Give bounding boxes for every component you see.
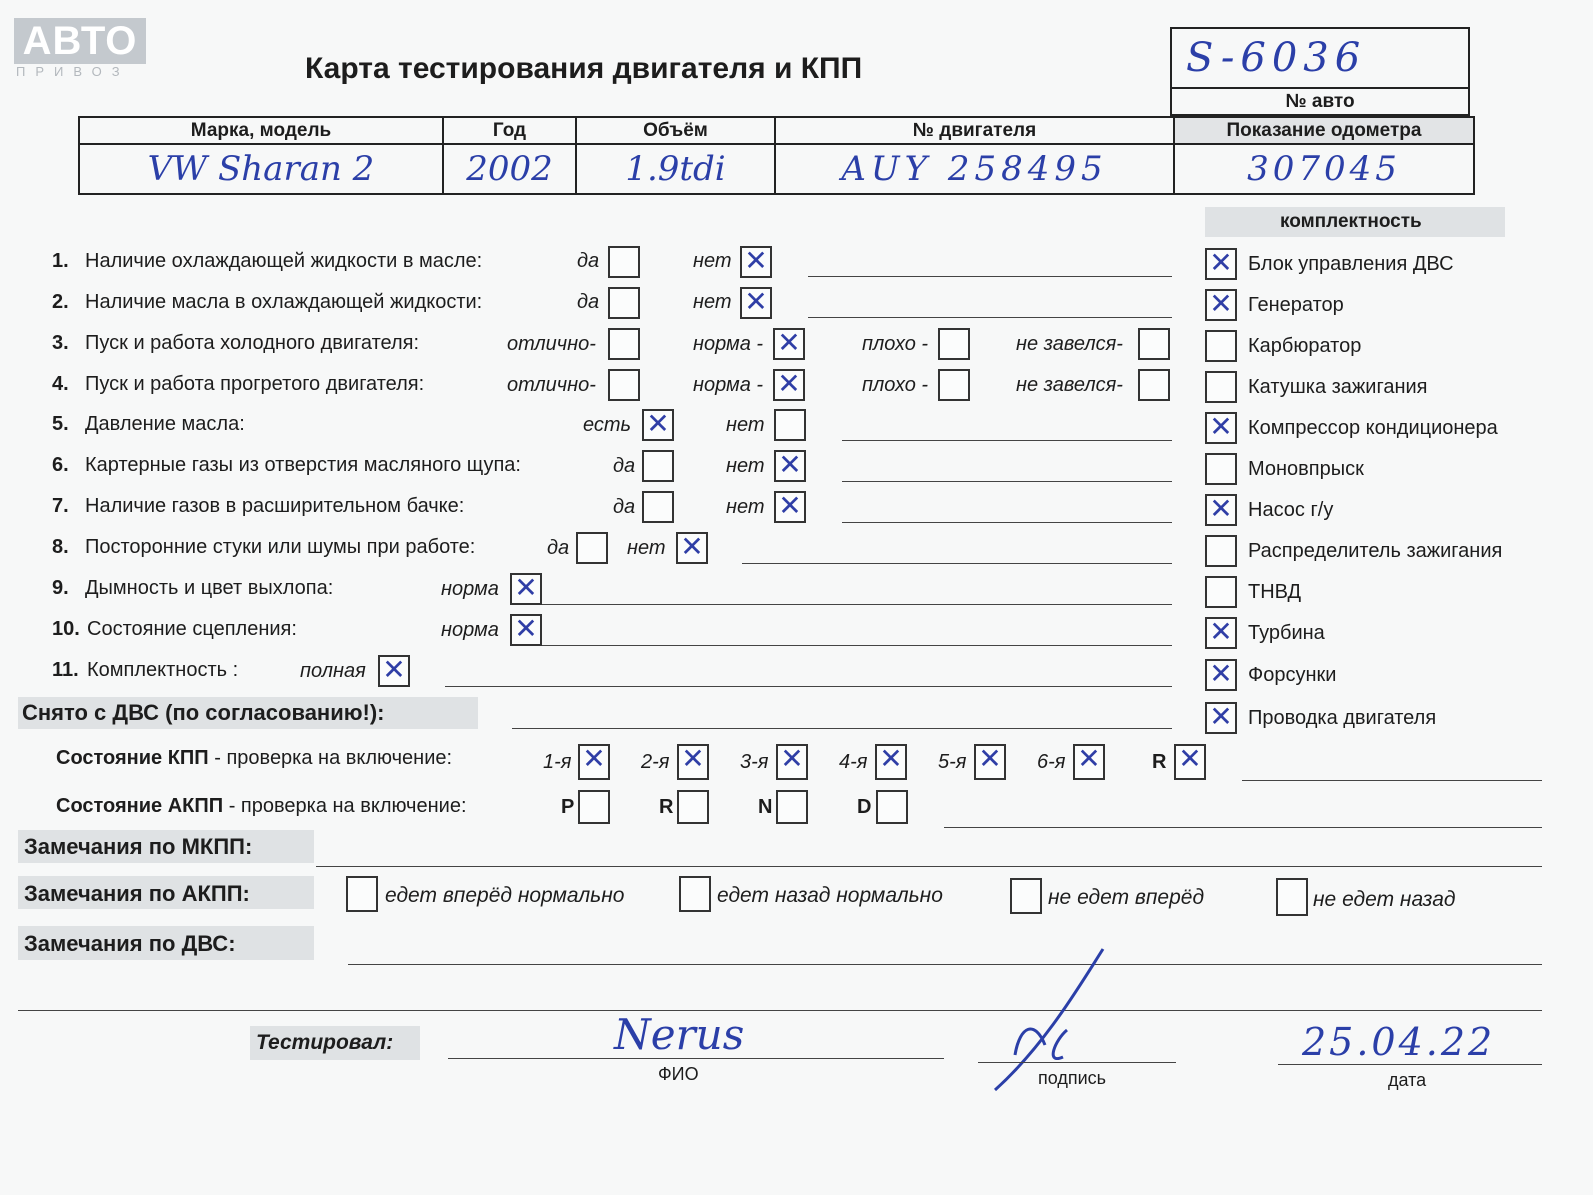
tested-by-label: Тестировал: <box>256 1031 394 1054</box>
option-label: не завелся- <box>1016 374 1123 396</box>
option-label: норма <box>441 619 499 641</box>
option-label: отлично- <box>507 333 596 355</box>
option-label: да <box>577 250 600 272</box>
removed-label: Снято с ДВС (по согласованию!): <box>22 700 385 725</box>
checkmark: ✕ <box>780 742 804 775</box>
checkbox-q2-net[interactable] <box>740 287 772 319</box>
checkbox-q11-full[interactable] <box>378 655 410 687</box>
checkmark: ✕ <box>514 571 538 604</box>
option-label: не завелся- <box>1016 333 1123 355</box>
option-label: нет <box>726 455 765 477</box>
question-text: Давление масла: <box>85 413 245 435</box>
mkpp-remarks-label: Замечания по МКПП: <box>24 834 253 859</box>
komplekt-checkbox[interactable] <box>1205 659 1237 691</box>
question-number: 4. <box>52 373 69 395</box>
option-label: норма - <box>693 374 764 396</box>
komplekt-checkbox[interactable] <box>1205 248 1237 280</box>
checkbox-q5-no[interactable] <box>774 409 806 441</box>
komplekt-checkbox[interactable] <box>1205 702 1237 734</box>
checkbox-gear-1[interactable] <box>578 744 610 780</box>
checkbox-q6-net[interactable] <box>774 450 806 482</box>
checkmark: ✕ <box>681 742 705 775</box>
date-label: дата <box>1388 1070 1427 1090</box>
answer-line <box>542 604 1172 605</box>
checkbox-gear-3[interactable] <box>776 744 808 780</box>
komplekt-item: Проводка двигателя <box>1248 707 1437 729</box>
akpp-option-label: едет назад нормально <box>717 884 943 907</box>
value-year <box>443 144 576 194</box>
kpp-label-rest: - проверка на включение: <box>208 747 453 769</box>
year-value: 2002 <box>466 149 553 189</box>
checkbox-q7-net[interactable] <box>774 491 806 523</box>
fio-label: ФИО <box>658 1064 699 1084</box>
checkbox-q3-nostart[interactable] <box>1138 328 1170 360</box>
option-label: полная <box>300 660 366 682</box>
kpp-label <box>56 747 452 770</box>
checkbox-no-forward[interactable] <box>1010 878 1042 914</box>
option-label: плохо - <box>862 333 929 355</box>
checkmark: ✕ <box>1178 742 1202 775</box>
question-number: 2. <box>52 291 69 313</box>
model-value: VW Sharan 2 <box>147 149 375 189</box>
akpp-label-bold: Состояние АКПП <box>56 795 224 817</box>
komplekt-checkbox[interactable] <box>1205 576 1237 608</box>
checkmark: ✕ <box>879 742 903 775</box>
checkbox-reverse-normal[interactable] <box>679 876 711 912</box>
question-number: 9. <box>52 577 69 599</box>
date-value: 25.04.22 <box>1302 1020 1496 1064</box>
checkbox-gear-4[interactable] <box>875 744 907 780</box>
akpp-option-label: не едет вперёд <box>1048 886 1205 909</box>
auto-number-value: S-6036 <box>1186 35 1367 81</box>
checkmark: ✕ <box>1209 657 1233 690</box>
answer-line <box>842 481 1172 482</box>
option-label: нет <box>693 291 732 313</box>
question-text: Наличие газов в расширительном бачке: <box>85 495 465 517</box>
question-text: Посторонние стуки или шумы при работе: <box>85 536 476 558</box>
option-label: норма <box>441 578 499 600</box>
akpp-gear-label: R <box>659 796 674 818</box>
column-year: Год <box>443 117 576 144</box>
akpp-label-rest: - проверка на включение: <box>223 795 467 817</box>
option-label: нет <box>627 537 666 559</box>
komplekt-item: Моновпрыск <box>1248 458 1364 480</box>
komplekt-checkbox[interactable] <box>1205 371 1237 403</box>
checkmark: ✕ <box>1209 615 1233 648</box>
auto-number-label: № авто <box>1285 91 1355 112</box>
checkmark: ✕ <box>778 489 802 522</box>
option-label: норма - <box>693 333 764 355</box>
answer-line <box>445 686 1172 687</box>
option-label: плохо - <box>862 374 929 396</box>
kpp-line <box>1242 780 1542 781</box>
question-number: 6. <box>52 454 69 476</box>
checkbox-akpp-p[interactable] <box>578 790 610 824</box>
checkmark: ✕ <box>778 448 802 481</box>
komplekt-checkbox[interactable] <box>1205 289 1237 321</box>
value-odometer <box>1174 144 1474 194</box>
question-text: Наличие масла в охлаждающей жидкости: <box>85 291 483 313</box>
answer-line <box>542 645 1172 646</box>
answer-line <box>742 563 1172 564</box>
checkbox-q4-nostart[interactable] <box>1138 369 1170 401</box>
checkmark: ✕ <box>680 530 704 563</box>
komplekt-checkbox[interactable] <box>1205 330 1237 362</box>
option-label: нет <box>693 250 732 272</box>
checkbox-q7-da[interactable] <box>642 491 674 523</box>
question-number: 10. <box>52 618 80 640</box>
dvs-line <box>348 964 1542 965</box>
mkpp-line <box>316 866 1542 867</box>
komplekt-item: Блок управления ДВС <box>1248 253 1454 275</box>
checkbox-q1-da[interactable] <box>608 246 640 278</box>
option-label: нет <box>726 414 765 436</box>
checkbox-q1-net[interactable] <box>740 246 772 278</box>
checkmark: ✕ <box>777 326 801 359</box>
date-line <box>1278 1064 1542 1065</box>
komplekt-checkbox[interactable] <box>1205 617 1237 649</box>
signature-label: подпись <box>1038 1068 1107 1088</box>
dvs-line-2 <box>18 1010 1542 1011</box>
question-number: 8. <box>52 536 69 558</box>
signature-line <box>978 1062 1176 1063</box>
checkmark: ✕ <box>1209 700 1233 733</box>
checkmark: ✕ <box>744 244 768 277</box>
question-text: Комплектность : <box>87 659 239 681</box>
question-number: 3. <box>52 332 69 354</box>
komplekt-checkbox[interactable] <box>1205 453 1237 485</box>
komplekt-item: Карбюратор <box>1248 335 1362 357</box>
question-text: Наличие охлаждающей жидкости в масле: <box>85 250 483 272</box>
akpp-label <box>56 795 467 818</box>
option-label: да <box>577 291 600 313</box>
option-label: да <box>547 537 570 559</box>
gear-label: R <box>1152 751 1167 773</box>
checkbox-q3-normal[interactable] <box>773 328 805 360</box>
komplekt-item: Распределитель зажигания <box>1248 540 1503 562</box>
komplekt-checkbox[interactable] <box>1205 494 1237 526</box>
checkbox-q4-bad[interactable] <box>938 369 970 401</box>
engine-value: AUY 258495 <box>841 149 1108 189</box>
answer-line <box>808 317 1172 318</box>
fio-line <box>448 1058 944 1059</box>
checkbox-q8-net[interactable] <box>676 532 708 564</box>
answer-line <box>808 276 1172 277</box>
column-volume: Объём <box>576 117 775 144</box>
checkbox-q9-normal[interactable] <box>510 573 542 605</box>
option-label: да <box>613 496 636 518</box>
volume-value: 1.9tdi <box>625 149 726 189</box>
checkmark: ✕ <box>382 653 406 686</box>
kpp-label-bold: Состояние КПП <box>56 747 209 769</box>
value-volume <box>576 144 775 194</box>
akpp-option-label: едет вперёд нормально <box>385 884 625 907</box>
checkbox-gear-6[interactable] <box>1073 744 1105 780</box>
checkbox-akpp-d[interactable] <box>876 790 908 824</box>
komplekt-item: Форсунки <box>1248 664 1337 686</box>
removed-line <box>512 728 1172 729</box>
option-label: да <box>613 455 636 477</box>
komplekt-item: ТНВД <box>1248 581 1302 603</box>
checkmark: ✕ <box>744 285 768 318</box>
question-text: Картерные газы из отверстия масляного щупа: <box>85 454 521 476</box>
odometer-value: 307045 <box>1247 149 1401 189</box>
dvs-remarks-label: Замечания по ДВС: <box>24 931 236 956</box>
checkbox-gear-r[interactable] <box>1174 744 1206 780</box>
checkbox-q2-da[interactable] <box>608 287 640 319</box>
checkmark: ✕ <box>978 742 1002 775</box>
checkmark: ✕ <box>582 742 606 775</box>
komplekt-item: Турбина <box>1248 622 1325 644</box>
checkmark: ✕ <box>1209 246 1233 279</box>
checkbox-akpp-r[interactable] <box>677 790 709 824</box>
checkmark: ✕ <box>514 612 538 645</box>
tester-name: Nerus <box>614 1010 745 1059</box>
answer-line <box>842 440 1172 441</box>
column-engine: № двигателя <box>775 117 1174 144</box>
auto-number-divider <box>1172 87 1468 89</box>
gear-label: 3-я <box>740 751 769 773</box>
akpp-gear-label: P <box>561 796 575 818</box>
column-model: Марка, модель <box>79 117 443 144</box>
komplekt-item: Компрессор кондиционера <box>1248 417 1498 439</box>
akpp-gear-label: N <box>758 796 773 818</box>
checkbox-akpp-n[interactable] <box>776 790 808 824</box>
checkbox-q4-normal[interactable] <box>773 369 805 401</box>
checkbox-gear-5[interactable] <box>974 744 1006 780</box>
komplekt-title: комплектность <box>1280 211 1422 232</box>
komplekt-item: Генератор <box>1248 294 1344 316</box>
brand-logo-subtitle: ПРИВОЗ <box>16 64 130 79</box>
akpp-option-label: не едет назад <box>1313 888 1456 911</box>
checkmark: ✕ <box>777 367 801 400</box>
gear-label: 4-я <box>839 751 868 773</box>
question-text: Дымность и цвет выхлопа: <box>85 577 334 599</box>
checkbox-q3-bad[interactable] <box>938 328 970 360</box>
checkbox-q4-excellent[interactable] <box>608 369 640 401</box>
question-text: Состояние сцепления: <box>87 618 297 640</box>
gear-label: 6-я <box>1037 751 1066 773</box>
brand-logo: АВТО <box>14 18 146 64</box>
gear-label: 2-я <box>641 751 670 773</box>
question-number: 1. <box>52 250 69 272</box>
checkbox-q5-yes[interactable] <box>642 409 674 441</box>
value-engine <box>775 144 1174 194</box>
column-odometer: Показание одометра <box>1174 117 1474 144</box>
value-model <box>79 144 443 194</box>
checkmark: ✕ <box>1209 410 1233 443</box>
option-label: есть <box>583 414 632 436</box>
komplekt-checkbox[interactable] <box>1205 412 1237 444</box>
komplekt-item: Катушка зажигания <box>1248 376 1428 398</box>
akpp-gear-label: D <box>857 796 872 818</box>
checkbox-no-reverse[interactable] <box>1276 878 1308 916</box>
gear-label: 5-я <box>938 751 967 773</box>
answer-line <box>842 522 1172 523</box>
checkmark: ✕ <box>1077 742 1101 775</box>
checkbox-q10-normal[interactable] <box>510 614 542 646</box>
option-label: нет <box>726 496 765 518</box>
checkmark: ✕ <box>646 407 670 440</box>
komplekt-item: Насос г/у <box>1248 499 1334 521</box>
option-label: отлично- <box>507 374 596 396</box>
vehicle-info-table <box>78 116 1475 195</box>
gear-label: 1-я <box>543 751 572 773</box>
akpp-line <box>944 827 1542 828</box>
question-number: 11. <box>52 659 79 681</box>
checkmark: ✕ <box>1209 492 1233 525</box>
question-number: 5. <box>52 413 69 435</box>
page-title: Карта тестирования двигателя и КПП <box>305 52 863 85</box>
auto-number-box <box>1170 27 1470 116</box>
checkbox-forward-normal[interactable] <box>346 876 378 912</box>
checkbox-q8-da[interactable] <box>576 532 608 564</box>
question-text: Пуск и работа прогретого двигателя: <box>85 373 425 395</box>
checkmark: ✕ <box>1209 287 1233 320</box>
question-number: 7. <box>52 495 69 517</box>
question-text: Пуск и работа холодного двигателя: <box>85 332 420 354</box>
komplekt-checkbox[interactable] <box>1205 535 1237 567</box>
akpp-remarks-label: Замечания по АКПП: <box>24 881 250 906</box>
checkbox-q6-da[interactable] <box>642 450 674 482</box>
checkbox-gear-2[interactable] <box>677 744 709 780</box>
checkbox-q3-excellent[interactable] <box>608 328 640 360</box>
